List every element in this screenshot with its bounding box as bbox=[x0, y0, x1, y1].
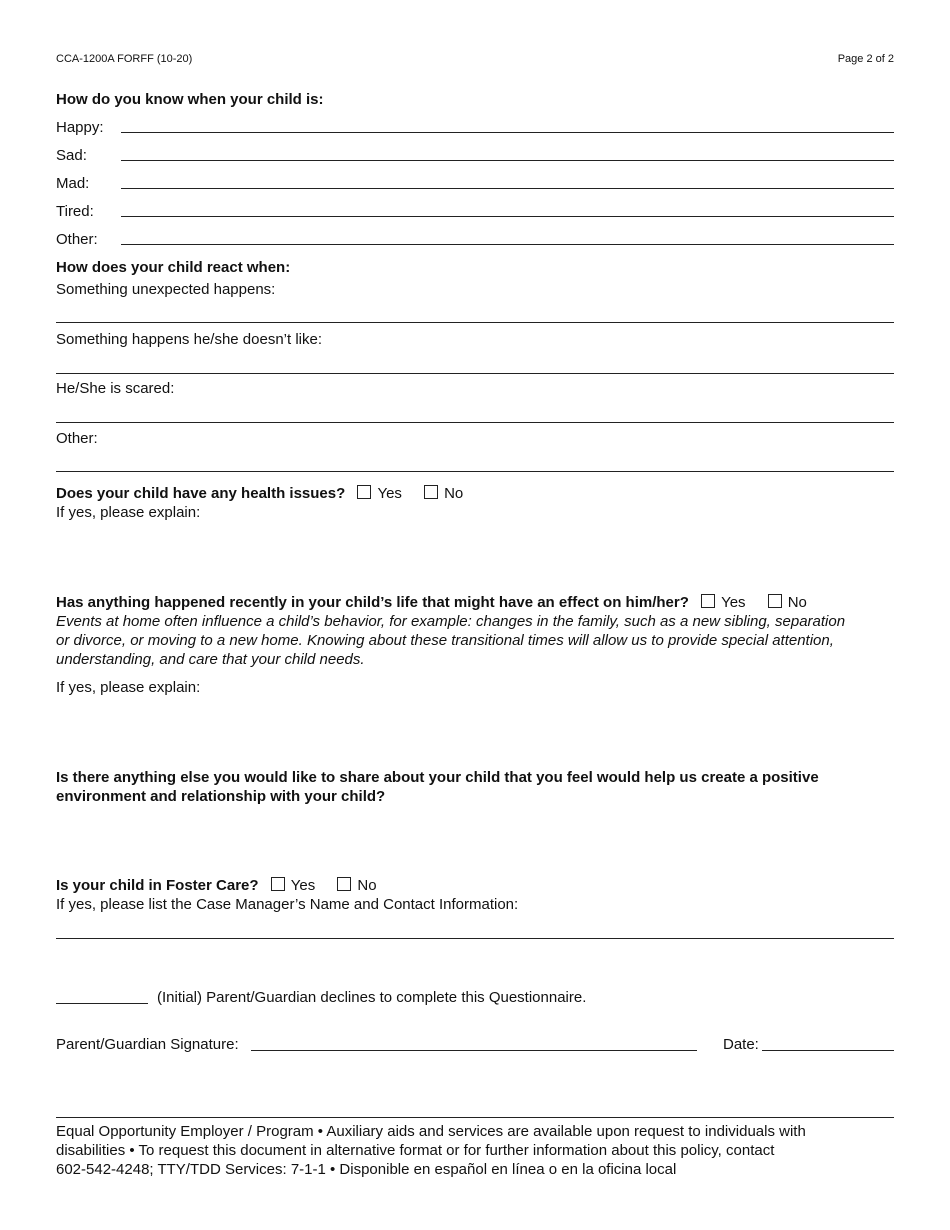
feeling-line-happy[interactable] bbox=[121, 132, 894, 133]
health-question-row bbox=[56, 484, 473, 503]
health-yes-checkbox[interactable] bbox=[357, 485, 371, 499]
react-line-dislike[interactable] bbox=[56, 373, 894, 374]
foster-question: Is your child in Foster Care? bbox=[56, 877, 259, 894]
recent-explain-label: If yes, please explain: bbox=[56, 679, 201, 696]
share-question-line-1: Is there anything else you would like to share about your child that you feel would help us create a positive bbox=[56, 769, 819, 786]
decline-text: (Initial) Parent/Guardian declines to complete this Questionnaire. bbox=[157, 989, 587, 1006]
recent-question: Has anything happened recently in your child’s life that might have an effect on him/her? bbox=[56, 594, 689, 611]
health-no-label: No bbox=[444, 485, 464, 502]
foster-yes-checkbox[interactable] bbox=[271, 877, 285, 891]
health-question: Does your child have any health issues? bbox=[56, 485, 346, 502]
feeling-line-sad[interactable] bbox=[121, 160, 894, 161]
footer-line-2: disabilities • To request this document in alternative format or for further information about this policy, contact bbox=[56, 1142, 775, 1159]
foster-question-row bbox=[56, 876, 387, 895]
signature-line[interactable] bbox=[251, 1050, 697, 1051]
react-label-dislike: Something happens he/she doesn’t like: bbox=[56, 331, 323, 348]
react-label-scared: He/She is scared: bbox=[56, 380, 175, 397]
page-number: Page 2 of 2 bbox=[837, 53, 894, 65]
foster-no-checkbox[interactable] bbox=[337, 877, 351, 891]
react-line-other[interactable] bbox=[56, 471, 894, 472]
footer-line-1: Equal Opportunity Employer / Program • Auxiliary aids and services are available upon request to individuals with bbox=[56, 1123, 806, 1140]
recent-no-checkbox[interactable] bbox=[768, 594, 782, 608]
feeling-label-happy: Happy: bbox=[56, 119, 104, 136]
recent-note-line-1: Events at home often influence a child’s behavior, for example: changes in the family, such as a new sibling, separation bbox=[56, 613, 846, 630]
health-explain-label: If yes, please explain: bbox=[56, 504, 201, 521]
health-no-checkbox[interactable] bbox=[424, 485, 438, 499]
feeling-label-other: Other: bbox=[56, 231, 98, 248]
feeling-label-tired: Tired: bbox=[56, 203, 94, 220]
recent-question-row bbox=[56, 593, 817, 612]
recent-note-line-3: understanding, and care that your child needs. bbox=[56, 651, 365, 668]
date-label: Date: bbox=[723, 1036, 759, 1053]
share-question-line-2: environment and relationship with your child? bbox=[56, 788, 386, 805]
feeling-label-mad: Mad: bbox=[56, 175, 90, 192]
recent-note-line-2: or divorce, or moving to a new home. Knowing about these transitional times will allow us to provide special attention, bbox=[56, 632, 834, 649]
feeling-line-other[interactable] bbox=[121, 244, 894, 245]
react-line-scared[interactable] bbox=[56, 422, 894, 423]
footer-line-3: 602-542-4248; TTY/TDD Services: 7-1-1 • Disponible en español en línea o en la oficina local bbox=[56, 1161, 677, 1178]
foster-no-label: No bbox=[357, 877, 377, 894]
foster-yes-label: Yes bbox=[290, 877, 316, 894]
date-line[interactable] bbox=[762, 1050, 894, 1051]
feelings-heading: How do you know when your child is: bbox=[56, 91, 324, 108]
feeling-label-sad: Sad: bbox=[56, 147, 87, 164]
feeling-line-mad[interactable] bbox=[121, 188, 894, 189]
foster-contact-line[interactable] bbox=[56, 938, 894, 939]
react-line-unexpected[interactable] bbox=[56, 322, 894, 323]
initial-line[interactable] bbox=[56, 1003, 148, 1004]
foster-explain-label: If yes, please list the Case Manager’s Name and Contact Information: bbox=[56, 896, 519, 913]
recent-no-label: No bbox=[787, 594, 807, 611]
react-label-unexpected: Something unexpected happens: bbox=[56, 281, 276, 298]
react-heading: How does your child react when: bbox=[56, 259, 291, 276]
recent-yes-label: Yes bbox=[721, 594, 746, 611]
recent-yes-checkbox[interactable] bbox=[701, 594, 715, 608]
form-id: CCA-1200A FORFF (10-20) bbox=[56, 53, 193, 65]
feeling-line-tired[interactable] bbox=[121, 216, 894, 217]
health-yes-label: Yes bbox=[377, 485, 402, 502]
signature-label: Parent/Guardian Signature: bbox=[56, 1036, 239, 1053]
react-label-other: Other: bbox=[56, 430, 98, 447]
footer-divider bbox=[56, 1117, 894, 1118]
